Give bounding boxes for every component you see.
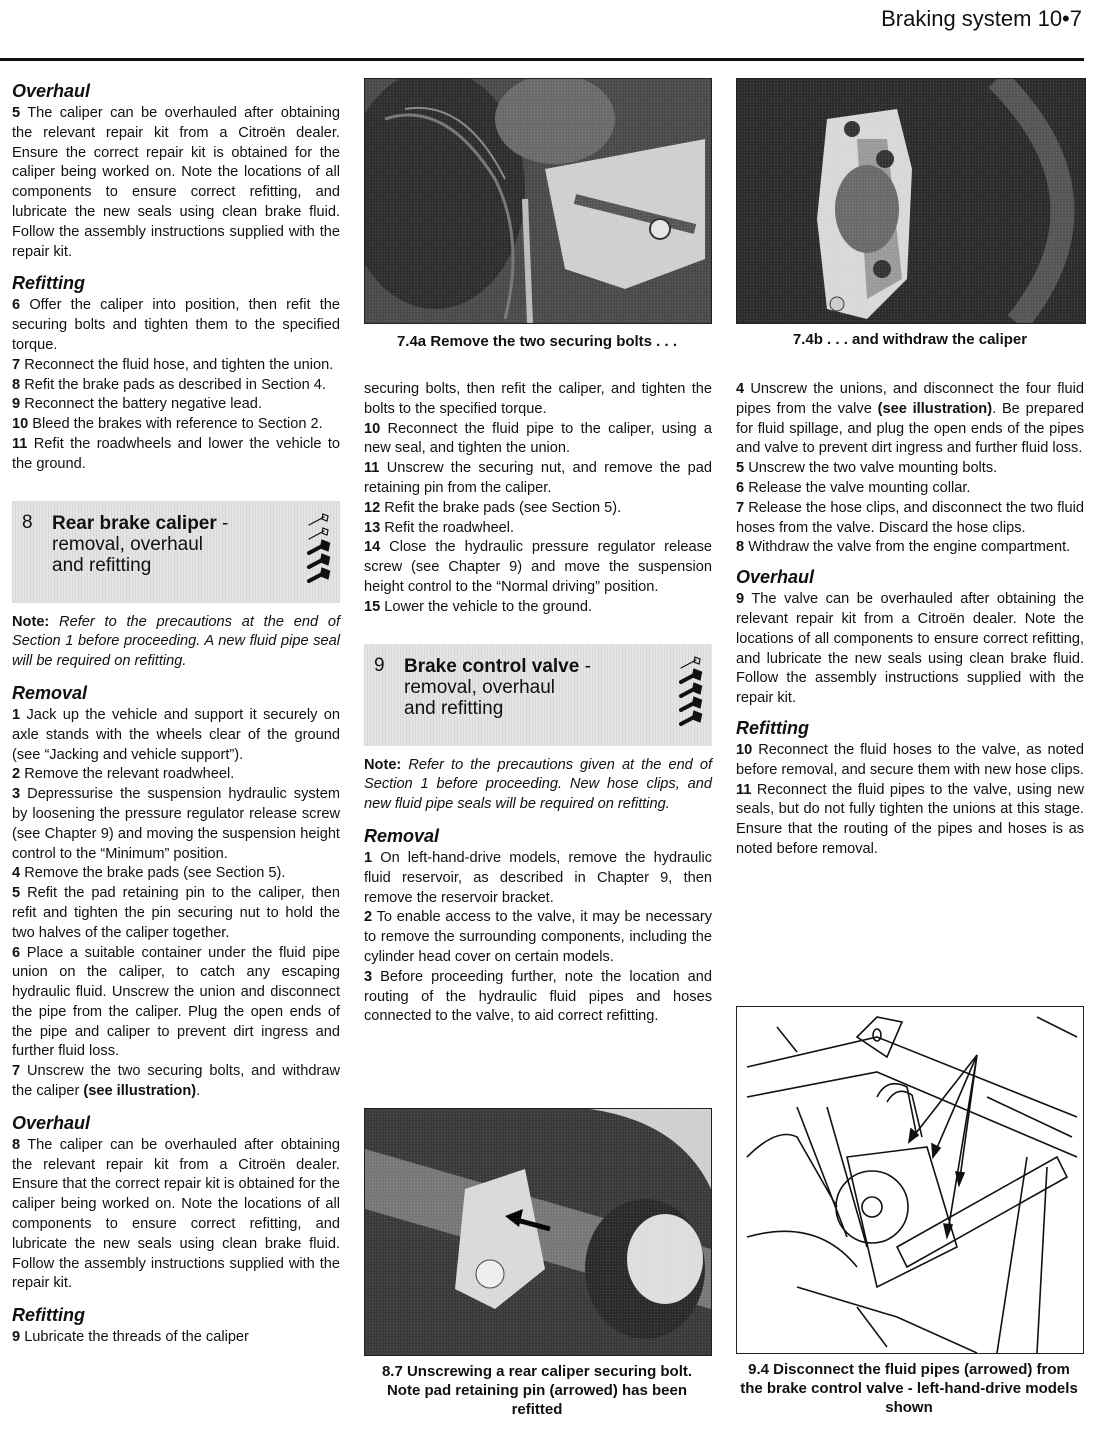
removal-steps — [364, 849, 712, 1027]
step-number: 11 — [12, 435, 28, 452]
step-text: Remove the brake pads (see Section 5). — [24, 865, 286, 882]
list-item — [364, 459, 712, 499]
spanner-filled-icon — [681, 685, 700, 696]
step-text: Unscrew the two securing bolts, and withdraw the caliper — [12, 1063, 340, 1100]
step-number: 7 — [12, 356, 21, 373]
note-text: Refer to the precautions given at the end of Section 1 before proceeding. New hose clips, and new fluid pipe seals will be required on refitting. — [364, 756, 712, 813]
step-text: Remove the relevant roadwheel. — [24, 766, 235, 783]
step-number: 11 — [364, 460, 380, 477]
list-item — [364, 908, 712, 967]
step-text: Lubricate the threads of the caliper — [24, 1329, 249, 1346]
step-text: Reconnect the fluid pipe to the caliper, using a new seal, and tighten the union. — [364, 420, 712, 457]
list-item — [12, 864, 340, 884]
step-number: 13 — [364, 519, 381, 536]
step-number: 5 — [12, 105, 21, 121]
step-number: 2 — [364, 909, 373, 926]
running-head: Braking system 10•7 — [881, 6, 1082, 31]
step-text: Refit the roadwheel. — [384, 519, 515, 536]
list-item — [364, 420, 712, 460]
list-item — [364, 849, 712, 908]
list-item — [12, 415, 340, 435]
header-rule — [0, 58, 1084, 61]
overhaul-heading: Overhaul — [736, 567, 815, 588]
section-subtitle-line: and refitting — [52, 554, 152, 576]
figure-caption: 8.7 Unscrewing a rear caliper securing bolt. Note pad retaining pin (arrowed) has been refitted — [381, 1363, 693, 1418]
difficulty-spanner-icon — [678, 654, 704, 730]
step-number: 6 — [736, 479, 745, 496]
step-text: The caliper can be overhauled after obtaining the relevant repair kit from a Citroën dealer. Ensure that the correct repair kit is obtained for the caliper being worked on. Note the locations of all components to ensure correct refitting, and lubricate the new seals using clean brake fluid. Follow the assembly instructions supplied with the repair kit. — [12, 1136, 340, 1292]
paragraph — [736, 380, 1084, 459]
step-text: Refit the brake pads (see Section 5). — [384, 499, 622, 516]
photo-7-4a — [364, 78, 712, 324]
list-item — [12, 376, 340, 396]
note — [364, 756, 712, 815]
step-text: Unscrew the two valve mounting bolts. — [748, 460, 998, 477]
step-text: Refit the roadwheels and lower the vehicle to the ground. — [12, 435, 341, 472]
note-label: Note: — [364, 756, 402, 773]
step-number: 6 — [12, 297, 21, 314]
title-dash: - — [579, 655, 591, 677]
removal-steps — [736, 459, 1084, 558]
section-9-header — [364, 644, 712, 746]
step-number: 5 — [736, 460, 745, 477]
step-number: 10 — [12, 416, 29, 433]
step-number: 4 — [736, 381, 745, 397]
step-text: Withdraw the valve from the engine compartment. — [748, 539, 1071, 556]
note — [12, 613, 340, 672]
photo-7-4b — [736, 78, 1086, 324]
step-number: 11 — [736, 781, 752, 798]
overhaul-heading: Overhaul — [12, 1112, 91, 1133]
step-number: 9 — [12, 396, 21, 413]
list-item — [12, 296, 340, 355]
spanner-filled-icon — [681, 671, 700, 682]
step-number: 7 — [736, 499, 745, 516]
paragraph — [12, 1136, 340, 1294]
step-number: 15 — [364, 598, 381, 615]
step-text: Release the hose clips, and disconnect the two fluid hoses from the valve. Discard the hose clips. — [736, 499, 1084, 536]
list-item — [736, 781, 1084, 860]
step-text: Offer the caliper into position, then refit the securing bolts and tighten them to the specified torque. — [12, 297, 340, 353]
list-item — [12, 706, 340, 765]
note-label: Note: — [12, 613, 50, 630]
step-number: 8 — [12, 1136, 21, 1153]
paragraph — [12, 1062, 340, 1102]
section-8-header — [12, 501, 340, 603]
spanner-filled-icon — [681, 713, 700, 724]
step-number: 4 — [12, 865, 21, 882]
list-item — [364, 519, 712, 539]
step-number: 9 — [12, 1329, 21, 1346]
step-number: 3 — [12, 786, 21, 803]
spanner-outline-icon — [681, 657, 700, 668]
list-item — [736, 741, 1084, 781]
step-text: Reconnect the fluid hose, and tighten the union. — [24, 356, 334, 373]
section-subtitle-line: removal, overhaul — [52, 533, 204, 555]
step-number: 5 — [12, 885, 21, 902]
list-item — [12, 944, 340, 1063]
list-item — [12, 765, 340, 785]
illustration-ref: (see illustration) — [877, 400, 993, 417]
list-item — [736, 479, 1084, 499]
step-text: Place a suitable container under the fluid pipe union on the caliper, to catch any escaping hydraulic fluid. Unscrew the union and disconnect the pipe from the caliper. Plug the open ends of the pipe and caliper to prevent dirt ingress and further fluid loss. — [12, 944, 340, 1060]
step-number: 14 — [364, 539, 381, 556]
refitting-heading: Refitting — [12, 273, 85, 294]
step-text: The valve can be overhauled after obtaining the relevant repair kit from a Citroën dealer. Note the locations of all components to ensure correct refitting, and lubricate the new seals using clean brake fluid. Follow the assembly instructions supplied with the repair kit. — [736, 591, 1084, 707]
step-number: 9 — [736, 591, 745, 608]
removal-steps — [12, 706, 340, 1062]
caliper-bolts-photo — [365, 79, 711, 323]
list-item — [12, 395, 340, 415]
step-text: Lower the vehicle to the ground. — [384, 598, 592, 615]
step-text: Close the hydraulic pressure regulator release screw (see Chapter 9) and move the suspension height control to the “Normal driving” position. — [364, 539, 712, 595]
step-number: 10 — [736, 741, 753, 758]
figure-caption: 7.4a Remove the two securing bolts . . . — [396, 333, 678, 350]
list-item — [12, 884, 340, 943]
right-column — [736, 380, 1084, 860]
step-text: Release the valve mounting collar. — [748, 479, 971, 496]
list-item — [12, 435, 340, 475]
step-text: Depressurise the suspension hydraulic system by loosening the pressure regulator release screw (see Chapter 9) and moving the suspension height control to the “Minimum” position. — [12, 786, 340, 862]
refitting-heading: Refitting — [736, 717, 809, 738]
section-title — [404, 656, 591, 719]
refitting-steps — [12, 296, 340, 474]
step-text: Before proceeding further, note the location and routing of the hydraulic fluid pipes and hoses connected to the valve, to aid correct refitting. — [364, 968, 712, 1025]
figure-caption: 7.4b . . . and withdraw the caliper — [792, 331, 1028, 348]
paragraph — [736, 590, 1084, 709]
spanner-filled-icon — [309, 542, 328, 553]
removal-heading: Removal — [364, 825, 440, 846]
section-number: 9 — [374, 654, 385, 676]
punctuation: . — [196, 1083, 201, 1100]
title-dash: - — [216, 512, 229, 534]
step-text: Refit the brake pads as described in Section 4. — [24, 376, 326, 393]
step-number: 7 — [12, 1063, 21, 1080]
caliper-withdrawn-photo — [737, 79, 1085, 323]
step-number: 12 — [364, 499, 381, 516]
list-item — [736, 459, 1084, 479]
note-text: Refer to the precautions at the end of Section 1 before proceeding. A new fluid pipe seal will be required on refitting. — [12, 613, 340, 670]
step-text: . Be prepared for fluid spillage, and plug the open ends of the pipes and valve to prevent dirt ingress and further fluid loss. — [736, 400, 1085, 457]
list-item — [364, 538, 712, 597]
list-item — [364, 499, 712, 519]
list-item — [736, 499, 1084, 539]
list-item — [12, 785, 340, 864]
spanner-outline-icon — [309, 528, 328, 539]
section-title-bold: Brake control valve — [404, 655, 580, 677]
list-item — [736, 538, 1084, 558]
spanner-filled-icon — [309, 556, 328, 567]
spanner-outline-icon — [309, 514, 328, 525]
step-number: 8 — [736, 539, 745, 556]
section-title — [52, 513, 228, 576]
refitting-steps — [736, 741, 1084, 860]
paragraph — [12, 1328, 340, 1348]
photo-8-7 — [364, 1108, 712, 1356]
step-text: Refit the pad retaining pin to the caliper, then refit and tighten the pin securing nut to hold the two halves of the caliper together. — [12, 885, 340, 941]
step-text: Reconnect the battery negative lead. — [24, 396, 262, 413]
step-text: Reconnect the fluid hoses to the valve, as noted before removal, and secure them with new hose clips. — [736, 741, 1084, 778]
list-item — [364, 968, 712, 1027]
step-number: 1 — [12, 706, 21, 723]
paragraph — [12, 104, 340, 262]
step-number: 6 — [12, 944, 21, 961]
step-text: The caliper can be overhauled after obtaining the relevant repair kit from a Citroën dealer. Ensure the correct repair kit is obtained for the caliper being worked on. Note the locations of all components to ensure correct refitting, and lubricate the new seals using clean brake fluid. Follow the assembly instructions supplied with the repair kit. — [12, 105, 340, 260]
left-column — [12, 78, 340, 1348]
section-number: 8 — [22, 511, 33, 533]
figure-caption: 9.4 Disconnect the fluid pipes (arrowed) from the brake control valve - left-hand-drive models shown — [740, 1361, 1078, 1416]
step-text: Reconnect the fluid pipes to the valve, using new seals, but do not fully tighten the unions at this stage. Ensure that the routing of the pipes and hoses is as noted before removal. — [736, 781, 1084, 857]
step-text: On left-hand-drive models, remove the hydraulic fluid reservoir, as described in Chapter 9, then remove the reservoir bracket. — [364, 849, 712, 906]
refitting-steps — [364, 420, 712, 618]
section-subtitle-line: and refitting — [404, 697, 504, 719]
step-number: 2 — [12, 766, 21, 783]
illustration-ref: (see illustration) — [83, 1083, 197, 1100]
paragraph: securing bolts, then refit the caliper, and tighten the bolts to the specified torque. — [364, 381, 712, 417]
step-number: 3 — [364, 968, 373, 985]
step-number: 1 — [364, 849, 373, 866]
middle-column — [364, 380, 712, 1027]
refitting-heading: Refitting — [12, 1305, 85, 1326]
brake-control-valve-drawing — [737, 1007, 1083, 1353]
section-title-bold: Rear brake caliper — [52, 512, 217, 534]
removal-heading: Removal — [12, 682, 88, 703]
list-item — [12, 356, 340, 376]
figure-9-4 — [736, 1006, 1084, 1354]
spanner-filled-icon — [681, 699, 700, 710]
difficulty-spanner-icon — [306, 511, 332, 587]
step-number: 8 — [12, 376, 21, 393]
step-text: Bleed the brakes with reference to Section 2. — [32, 416, 323, 433]
list-item — [364, 598, 712, 618]
rear-caliper-photo — [365, 1109, 711, 1355]
step-number: 10 — [364, 420, 381, 437]
step-text: Jack up the vehicle and support it securely on axle stands with the wheels clear of the ground (see “Jacking and vehicle support”). — [12, 706, 340, 763]
spanner-filled-icon — [309, 570, 328, 581]
overhaul-heading: Overhaul — [12, 81, 91, 101]
step-text: To enable access to the valve, it may be necessary to remove the surrounding components, including the cylinder head cover on certain models. — [364, 909, 712, 965]
section-subtitle-line: removal, overhaul — [404, 676, 556, 698]
step-text: Unscrew the securing nut, and remove the pad retaining pin from the caliper. — [364, 460, 712, 496]
step-text: Unscrew the unions, and disconnect the four fluid pipes from the valve — [736, 381, 1084, 417]
